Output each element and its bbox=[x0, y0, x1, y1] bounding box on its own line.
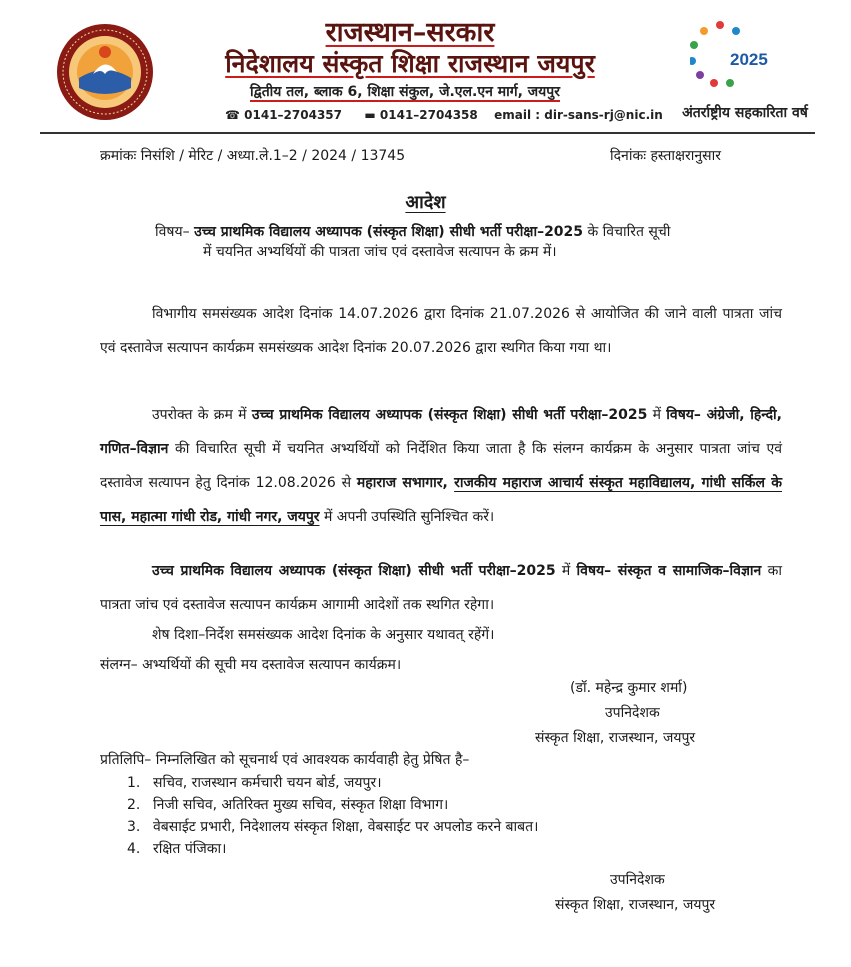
directorate-heading: निदेशालय संस्कृत शिक्षा राजस्थान जयपुर bbox=[225, 49, 595, 78]
signatory-name: (डॉ. महेन्द्र कुमार शर्मा) bbox=[570, 680, 688, 696]
directorate-emblem-icon bbox=[55, 22, 155, 122]
reference-number: क्रमांकः निसंशि / मेरिट / अध्या.ले.1–2 / 2024 / 13745 bbox=[100, 148, 406, 164]
signatory-designation: उपनिदेशक bbox=[605, 705, 660, 721]
header-divider bbox=[40, 132, 815, 134]
signatory-office: संस्कृत शिक्षा, राजस्थान, जयपुर bbox=[535, 730, 696, 746]
fax-number: 0141–2704358 bbox=[379, 108, 478, 122]
list-item: 4. रक्षित पंजिका। bbox=[127, 841, 227, 857]
logo-year: 2025 bbox=[730, 50, 768, 69]
paragraph-2: उपरोक्त के क्रम में उच्च प्राथमिक विद्यालय अध्यापक (संस्कृत शिक्षा) सीधी भर्ती परीक्षा–2025 में विषय– अंग्रेजी, हिन्दी, गणित–विज्ञान की विचारित सूची में चयनित अभ्यर्थियों को निर्देशित किया जाता है कि संलग्न कार्यक्रम के अनुसार पात्रता जांच एवं दस्तावेज सत्यापन हेतु दिनांक 12.08.2026 से महाराज सभागार, राजकीय महाराज आचार्य संस्कृत महाविद्यालय, गांधी सर्किल के पास, महात्मा गांधी रोड, गांधी नगर, जयपुर में अपनी उपस्थिति सुनिश्चित करें। bbox=[100, 407, 782, 525]
footer-designation: उपनिदेशक bbox=[610, 872, 665, 888]
office-address: द्वितीय तल, ब्लाक 6, शिक्षा संकुल, जे.एल.एन मार्ग, जयपुर bbox=[250, 84, 560, 100]
copy-heading: प्रतिलिपि– निम्नलिखित को सूचनार्थ एवं आवश्यक कार्यवाही हेतु प्रेषित है– bbox=[100, 752, 470, 768]
cooperatives-year-caption: अंतर्राष्ट्रीय सहकारिता वर्ष bbox=[682, 105, 808, 121]
attachment-note: संलग्न– अभ्यर्थियों की सूची मय दस्तावेज सत्यापन कार्यक्रम। bbox=[100, 657, 402, 673]
government-heading: राजस्थान–सरकार bbox=[325, 17, 495, 48]
paragraph-3: उच्च प्राथमिक विद्यालय अध्यापक (संस्कृत शिक्षा) सीधी भर्ती परीक्षा–2025 में विषय– संस्कृत व सामाजिक–विज्ञान का पात्रता जांच एवं दस्तावेज सत्यापन कार्यक्रम आगामी आदेशों तक स्थगित रहेगा। bbox=[100, 563, 782, 613]
paragraph-1: विभागीय समसंख्यक आदेश दिनांक 14.07.2026 द्वारा दिनांक 21.07.2026 से आयोजित की जाने वाली पात्रता जांच एवं दस्तावेज सत्यापन कार्यक्रम समसंख्यक आदेश दिनांक 20.07.2026 द्वारा स्थगित किया गया था। bbox=[100, 306, 782, 356]
order-title: आदेश bbox=[405, 192, 446, 213]
subject: विषय– उच्च प्राथमिक विद्यालय अध्यापक (संस्कृत शिक्षा) सीधी भर्ती परीक्षा–2025 के विचारित सूची में चयनित अभ्यर्थियों की पात्रता जांच एवं दस्तावेज सत्यापन के क्रम में। bbox=[155, 224, 671, 260]
phone-number: 0141–2704357 bbox=[244, 108, 342, 122]
contact-line bbox=[225, 108, 663, 122]
cooperatives-year-logo-icon bbox=[690, 15, 800, 93]
email-address: email : dir-sans-rj@nic.in bbox=[494, 108, 663, 122]
list-item: 2. निजी सचिव, अतिरिक्त मुख्य सचिव, संस्कृत शिक्षा विभाग। bbox=[127, 797, 449, 813]
phone-icon: ☎ bbox=[225, 108, 240, 122]
copy-list bbox=[127, 772, 538, 860]
list-item: 1. सचिव, राजस्थान कर्मचारी चयन बोर्ड, जयपुर। bbox=[127, 775, 382, 791]
list-item: 3. वेबसाईट प्रभारी, निदेशालय संस्कृत शिक्षा, वेबसाईट पर अपलोड करने बाबत। bbox=[127, 819, 539, 835]
footer-office: संस्कृत शिक्षा, राजस्थान, जयपुर bbox=[555, 897, 716, 913]
reference-date: दिनांकः हस्ताक्षरानुसार bbox=[610, 148, 721, 164]
fax-icon: ▬ bbox=[364, 108, 376, 122]
paragraph-4: शेष दिशा–निर्देश समसंख्यक आदेश दिनांक के अनुसार यथावत् रहेंगें। bbox=[152, 627, 495, 643]
